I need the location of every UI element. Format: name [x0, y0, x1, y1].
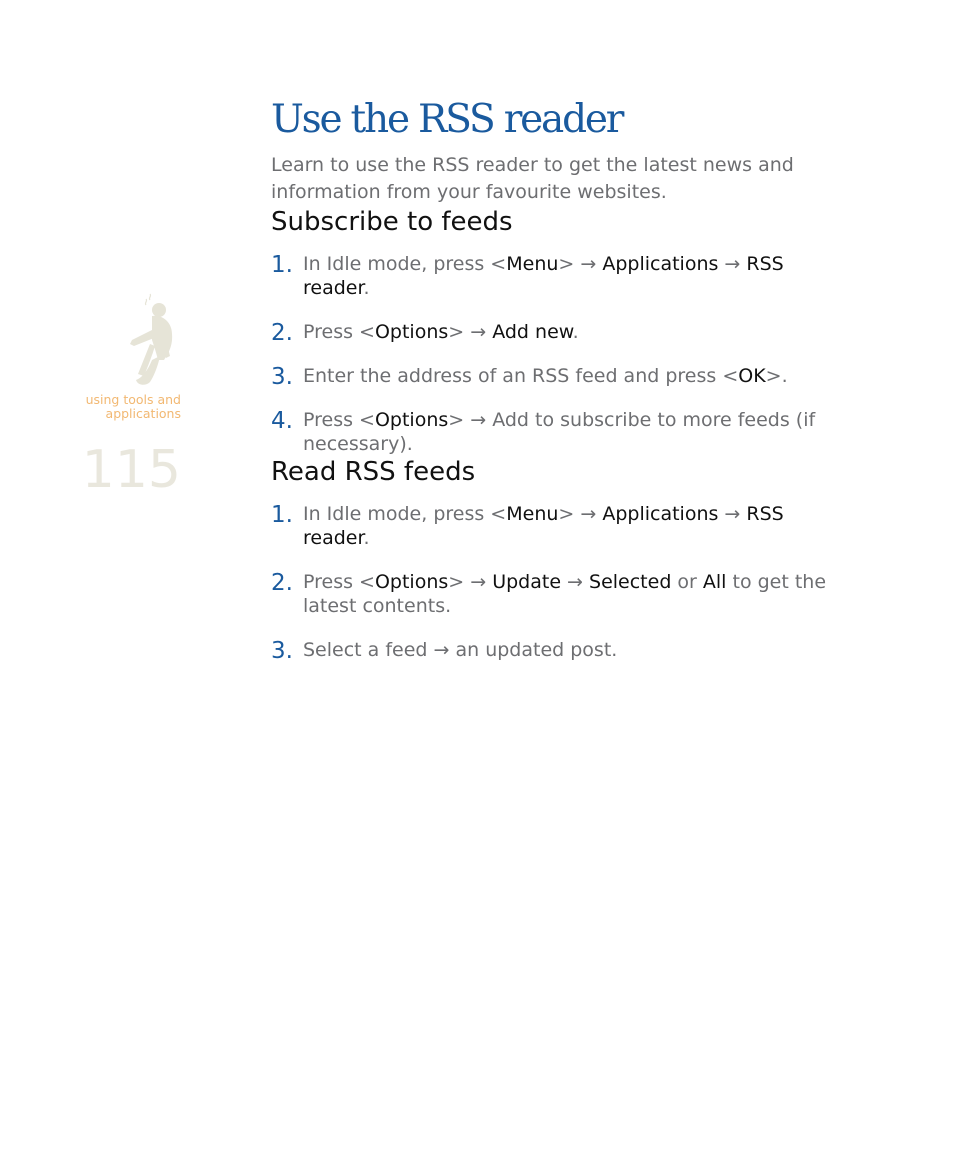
step-keyword: Add new [492, 321, 573, 343]
step-item [271, 570, 831, 618]
step-text: or [671, 571, 703, 593]
step-number: 1. [271, 252, 293, 278]
step-item [271, 320, 831, 344]
step-item [271, 638, 831, 662]
step-text: In Idle mode, press < [303, 253, 507, 275]
step-keyword: Applications [602, 253, 719, 275]
step-keyword: Selected [589, 571, 672, 593]
step-item [271, 502, 831, 550]
step-text: >. [765, 365, 788, 387]
step-item [271, 364, 831, 388]
step-text: . [363, 527, 370, 549]
figure-icon [122, 290, 178, 386]
step-keyword: Options [374, 571, 449, 593]
page-number: 115 [81, 440, 181, 500]
step-text: . [572, 321, 579, 343]
step-item [271, 408, 831, 456]
step-text: → [718, 253, 747, 275]
step-text: > → [558, 253, 603, 275]
step-keyword: Options [374, 321, 449, 343]
step-text: to get the latest contents. [303, 571, 827, 617]
step-text: . [363, 277, 370, 299]
main-content [271, 96, 831, 662]
section-heading-subscribe: Subscribe to feeds [271, 207, 513, 237]
step-text: Press < [303, 571, 375, 593]
step-item [271, 252, 831, 300]
page-title: Use the RSS reader [271, 97, 623, 142]
step-keyword: Update [492, 571, 562, 593]
section-label-line1: using tools and [85, 392, 181, 407]
section-heading-read: Read RSS feeds [271, 457, 476, 487]
step-text: Press < [303, 409, 375, 431]
step-text: In Idle mode, press < [303, 503, 507, 525]
step-text: Enter the address of an RSS feed and press < [303, 365, 739, 387]
section-label [41, 393, 181, 421]
step-text: → [718, 503, 747, 525]
step-text: > → [558, 503, 603, 525]
step-keyword: RSS reader [303, 253, 784, 299]
step-keyword: Menu [506, 253, 559, 275]
step-text: > → [448, 321, 493, 343]
intro-paragraph: Learn to use the RSS reader to get the latest news and information from your favourite websites. [271, 154, 794, 203]
steps-list-read [271, 502, 831, 662]
step-text: Press < [303, 321, 375, 343]
step-text: Select a feed → an updated post. [303, 639, 618, 661]
step-keyword: Options [374, 409, 449, 431]
step-number: 3. [271, 364, 293, 390]
step-keyword: OK [738, 365, 766, 387]
step-keyword: Menu [506, 503, 559, 525]
section-label-line2: applications [105, 406, 181, 421]
step-number: 1. [271, 502, 293, 528]
steps-list-subscribe [271, 252, 831, 456]
step-text: → [561, 571, 590, 593]
step-text: > → [448, 571, 493, 593]
step-number: 4. [271, 408, 293, 434]
step-number: 2. [271, 320, 293, 346]
step-keyword: Applications [602, 503, 719, 525]
step-keyword: RSS reader [303, 503, 784, 549]
step-text: > → Add to subscribe to more feeds (if necessary). [303, 409, 816, 455]
step-keyword: All [702, 571, 727, 593]
step-number: 2. [271, 570, 293, 596]
step-number: 3. [271, 638, 293, 664]
